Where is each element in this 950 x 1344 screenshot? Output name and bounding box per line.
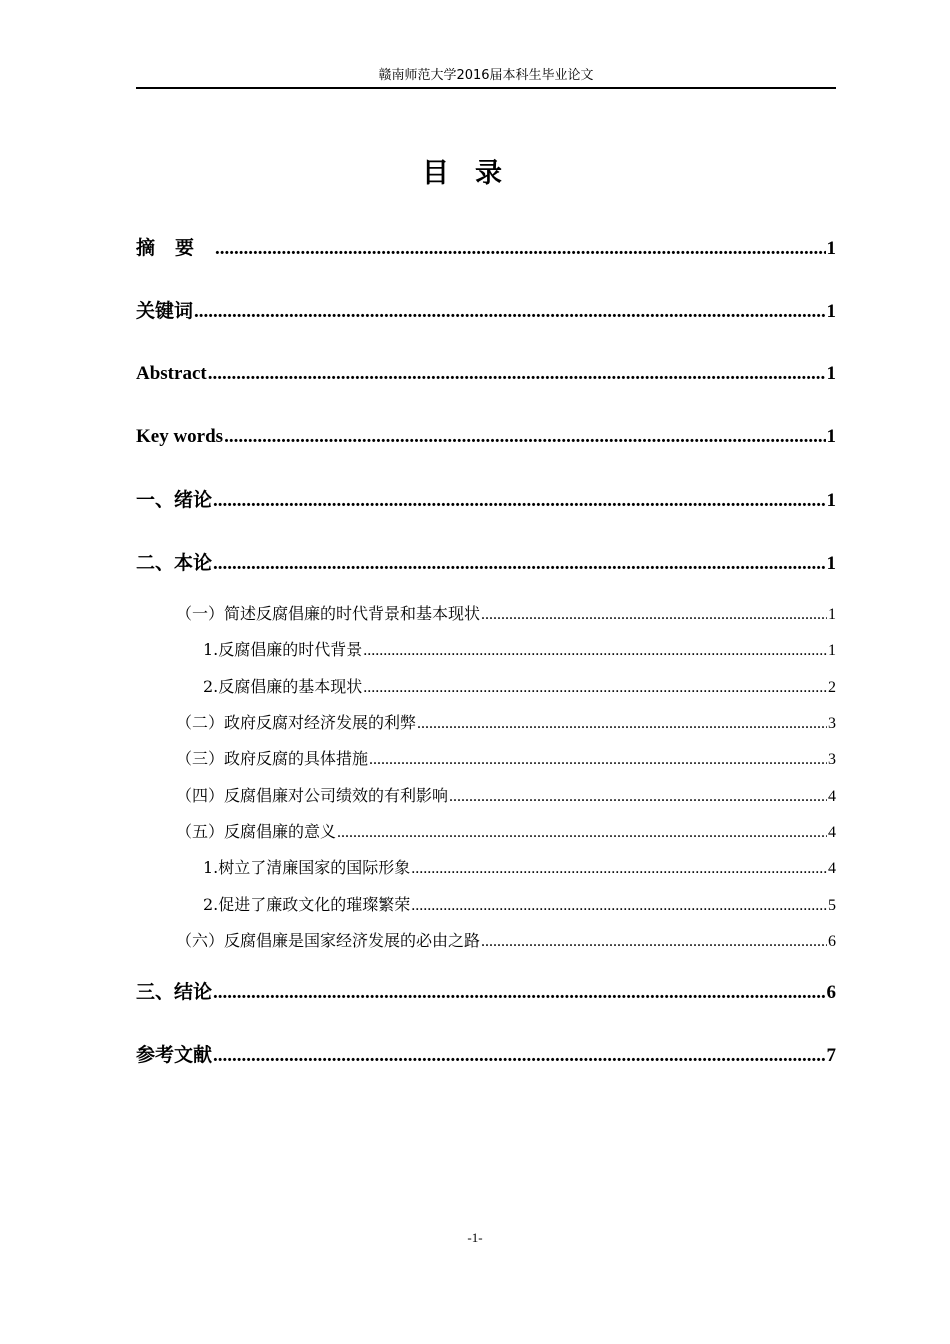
toc-entry-page: 3 [828,751,836,768]
toc-entry-section-1-1[interactable] [203,639,836,662]
toc-entry-page: 4 [828,788,836,805]
toc-entry-page: 2 [828,679,836,696]
toc-entry-keywords-cn[interactable] [136,298,836,325]
toc-entry-abstract-en[interactable] [136,361,836,387]
toc-entry-label: 关键词 [136,300,194,322]
toc-entry-introduction[interactable] [136,487,836,514]
toc-entry-page: 4 [828,824,836,841]
toc-entry-label: （四）反腐倡廉对公司绩效的有利影响 [176,786,449,805]
toc-leader [369,749,827,771]
toc-entry-label: （一）简述反腐倡廉的时代背景和基本现状 [176,604,481,623]
toc-title: 目录 [422,158,528,189]
toc-leader [213,1043,825,1069]
toc-entry-conclusion[interactable] [136,979,836,1006]
toc-leader [213,980,825,1006]
toc-entry-label: 2.促进了廉政文化的璀璨繁荣 [203,895,411,914]
toc-leader [363,677,827,699]
toc-entry-label: 三、结论 [136,981,213,1003]
toc-entry-page: 5 [828,897,836,914]
toc-entry-section-5[interactable] [176,821,836,844]
toc-entry-label: （五）反腐倡廉的意义 [176,822,337,841]
toc-entry-page: 3 [828,715,836,732]
toc-entry-label: （六）反腐倡廉是国家经济发展的必由之路 [176,931,481,950]
toc-entry-page: 1 [826,426,836,447]
toc-entry-page: 1 [828,642,836,659]
toc-entry-page: 6 [828,933,836,950]
toc-leader [337,822,827,844]
toc-leader [208,361,826,387]
toc-entry-page: 6 [826,982,836,1003]
page-number: -1- [467,1230,483,1245]
toc-entry-main-body[interactable] [136,550,836,577]
toc-entry-abstract-cn[interactable] [136,235,836,262]
toc-entry-section-2[interactable] [176,712,836,735]
toc-entry-page: 4 [828,860,836,877]
toc-entry-label: 二、本论 [136,552,213,574]
toc-entry-section-6[interactable] [176,930,836,953]
toc-entry-page: 7 [826,1045,836,1066]
toc-entry-section-1-2[interactable] [203,676,836,699]
toc-entry-page: 1 [828,606,836,623]
toc-entry-label: 参考文献 [136,1044,213,1066]
toc-entry-section-3[interactable] [176,748,836,771]
toc-leader [417,713,827,735]
toc-entry-label: Key words [136,426,224,447]
toc-entry-page: 1 [826,553,836,574]
toc-entry-section-1[interactable] [176,603,836,626]
toc-entry-section-5-1[interactable] [203,857,836,880]
toc-leader [449,786,827,808]
toc-leader [363,640,827,662]
toc-leader [213,551,825,577]
toc-entry-label: 1.反腐倡廉的时代背景 [203,640,363,659]
page-header [136,68,836,89]
toc-entry-label: （二）政府反腐对经济发展的利弊 [176,713,417,732]
toc-entry-references[interactable] [136,1042,836,1069]
toc-entry-label: 2.反腐倡廉的基本现状 [203,677,363,696]
toc-entry-page: 1 [826,301,836,322]
toc-leader [215,236,825,262]
toc-entry-label: Abstract [136,363,207,384]
toc-entry-section-4[interactable] [176,785,836,808]
toc-entry-page: 1 [826,490,836,511]
page-header-text: 赣南师范大学2016届本科生毕业论文 [378,68,594,83]
toc-leader [224,424,825,450]
toc-leader [213,488,825,514]
toc-leader [411,858,827,880]
toc-entry-page: 1 [826,363,836,384]
toc-leader [411,895,827,917]
toc-entry-keywords-en[interactable] [136,424,836,450]
toc-entry-label: （三）政府反腐的具体措施 [176,749,369,768]
toc-entry-label: 摘要 [136,237,215,259]
toc-entry-page: 1 [826,238,836,259]
toc-leader [481,931,827,953]
toc-entry-section-5-2[interactable] [203,894,836,917]
toc-entry-label: 1.树立了清廉国家的国际形象 [203,858,411,877]
toc-leader [481,604,827,626]
toc-entry-label: 一、绪论 [136,489,213,511]
toc-leader [194,299,825,325]
